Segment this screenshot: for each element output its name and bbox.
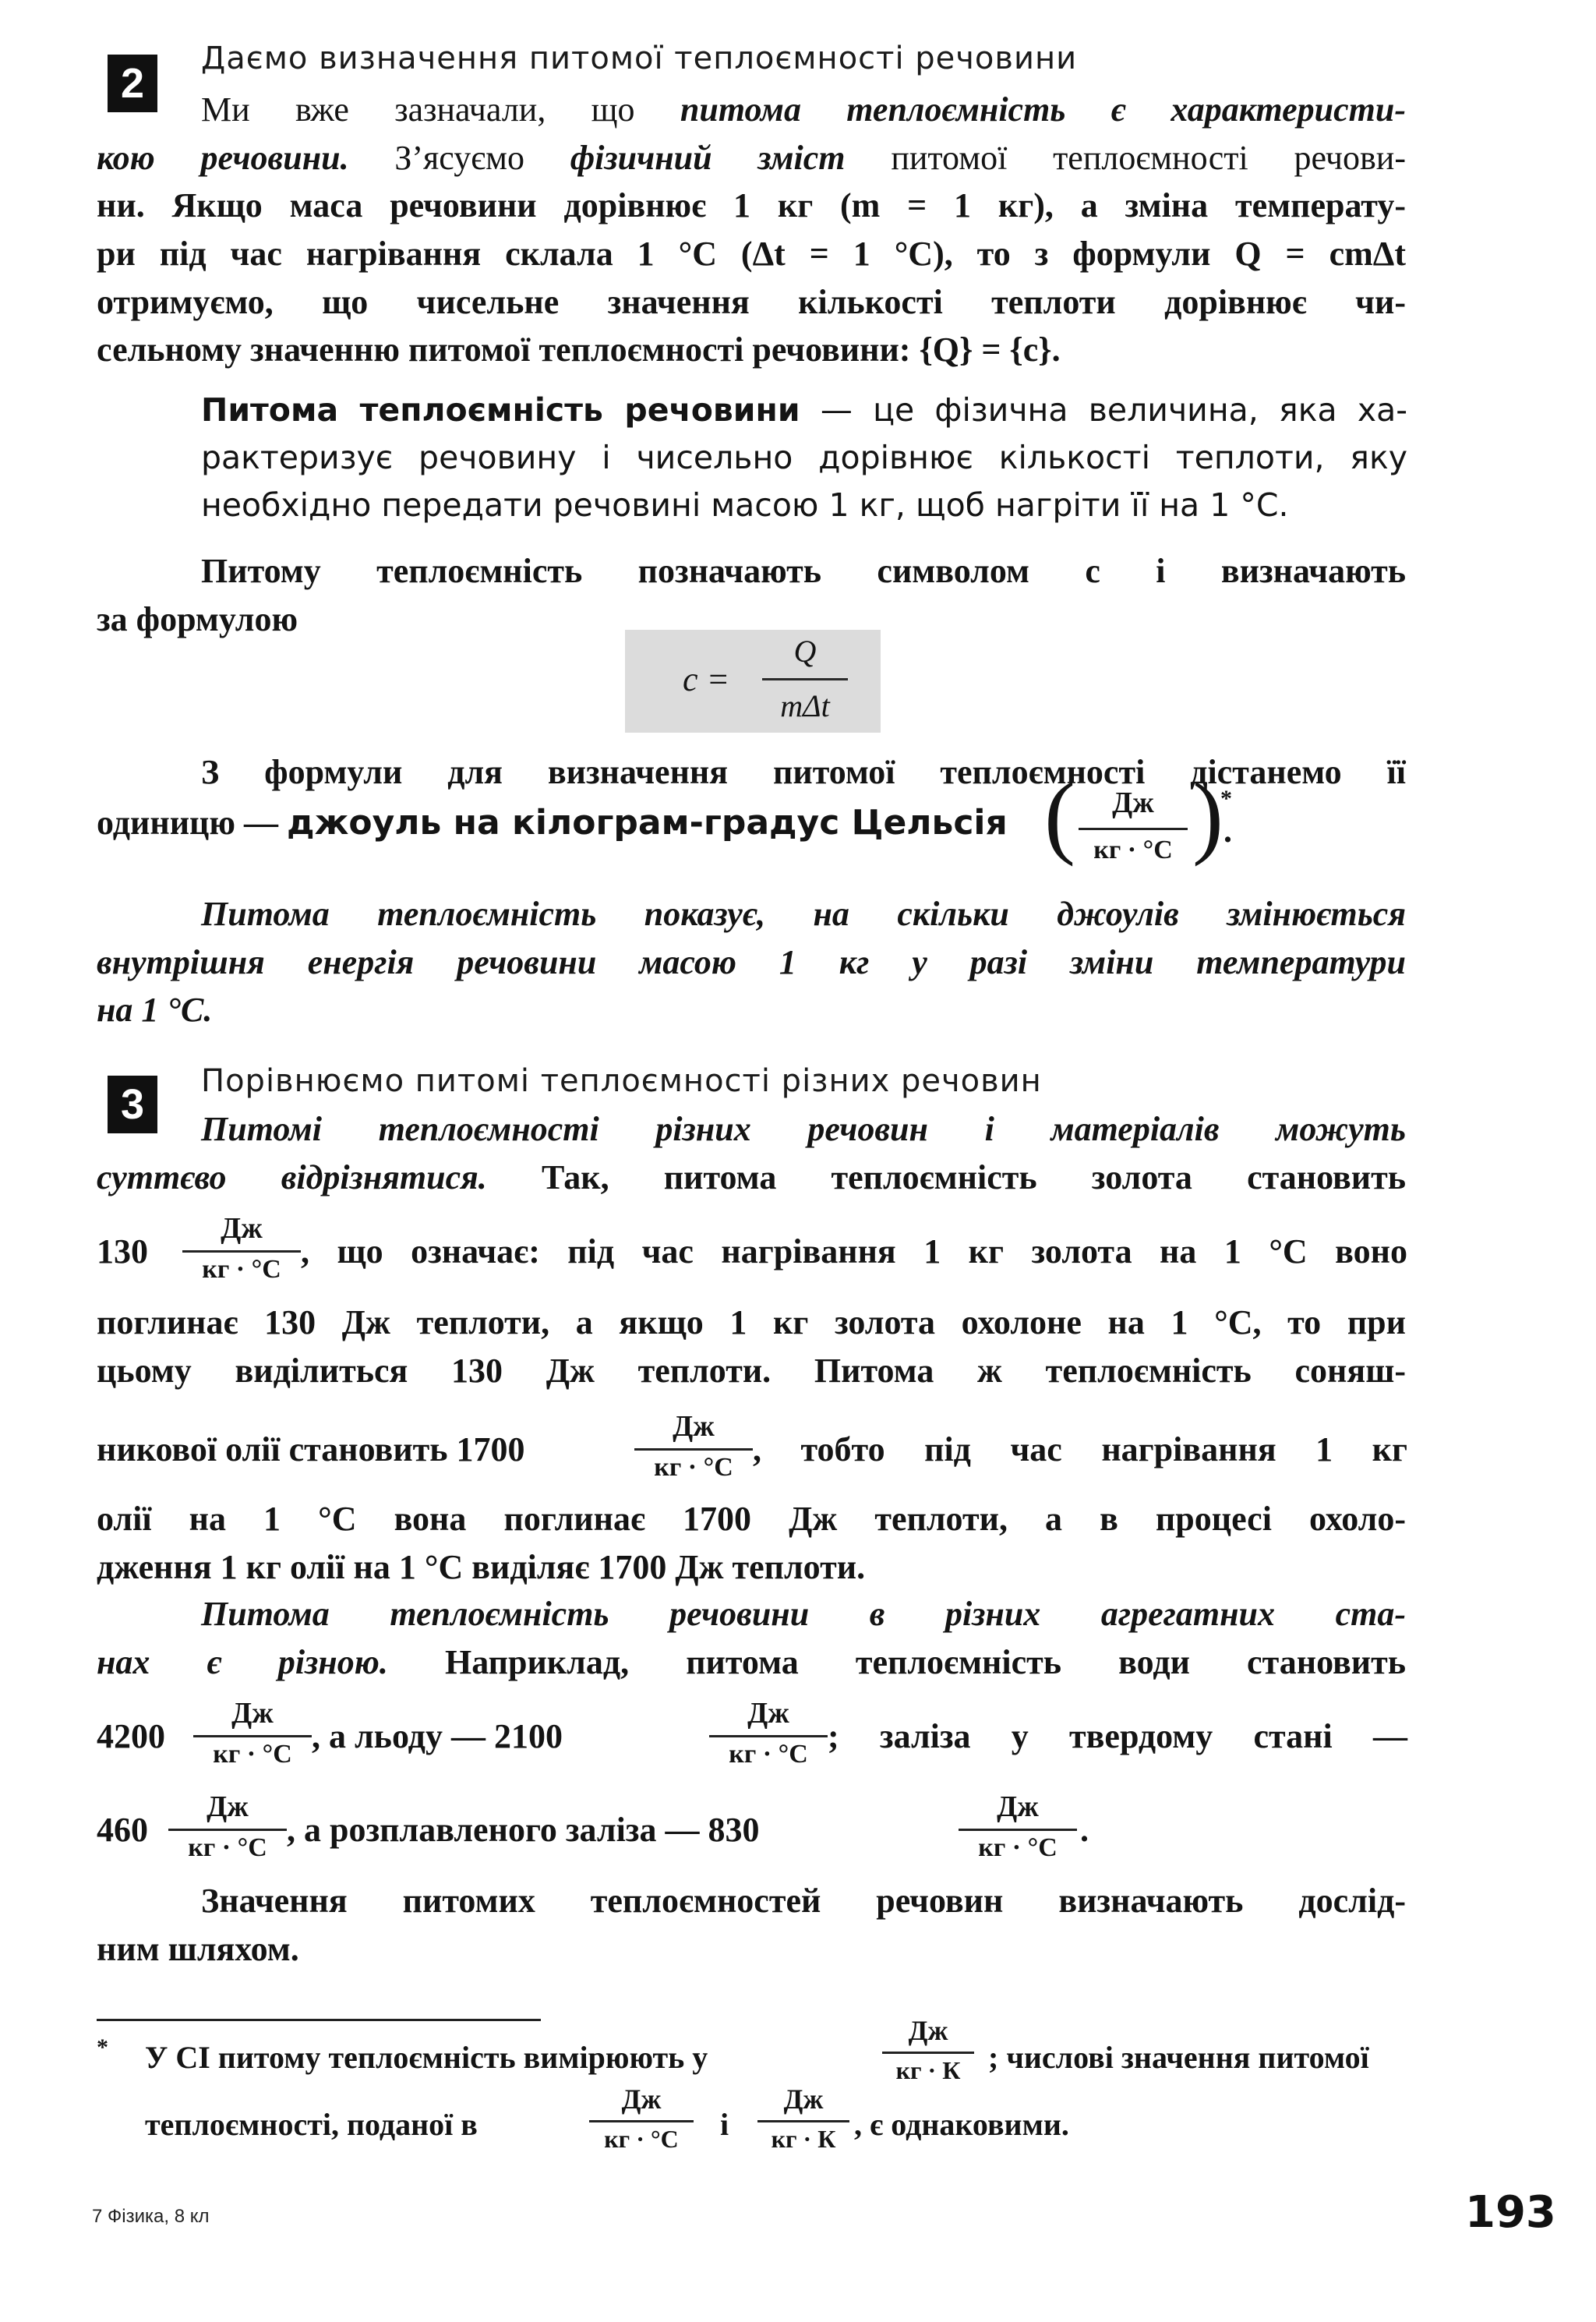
left-paren: ( xyxy=(1044,763,1075,867)
unit-fraction-parenthesized: ( Дж кг · °С ) * . xyxy=(1044,763,1232,867)
right-paren: ) xyxy=(1192,763,1223,867)
book-signature: 7 Фізика, 8 кл xyxy=(92,2206,210,2227)
fraction-bar xyxy=(1079,828,1188,830)
formula-lhs: c = xyxy=(683,660,730,698)
fraction-bar xyxy=(709,1735,828,1737)
section-heading: Даємо визначення питомої теплоємності речовини xyxy=(201,41,1078,76)
footnote-marker: * xyxy=(97,2034,108,2060)
unit-line: одиницю — джоуль на кілограм-градус Цельсія xyxy=(97,803,1008,843)
fraction-bar xyxy=(589,2120,694,2122)
fraction-bar xyxy=(762,678,848,680)
paragraph: Питомі теплоємності різних речовин і матеріалів можуть суттєво відрізнятися. Так, питома теплоємність золота становить xyxy=(97,1110,1406,1196)
footnote-marker: * xyxy=(1220,786,1232,811)
equation-line: 130 Дж кг · °С , що означає: під час нагрівання 1 кг золота на 1 °С воно xyxy=(97,1212,1407,1284)
paragraph: Питома теплоємність показує, на скільки джоулів змінюється внутрішня енергія речовини масою 1 кг у разі зміни температури на 1 °С. xyxy=(97,895,1406,1030)
footnote-line: * У СІ питому теплоємність вимірюють у Дж кг · К ; числові значення питомої xyxy=(97,2015,1369,2084)
formula-denominator: mΔt xyxy=(780,688,830,723)
equation-line: 460 Дж кг · °С , а розплавленого заліза — 830 Дж кг · °С . xyxy=(97,1790,1089,1862)
fraction-bar xyxy=(168,1829,287,1831)
equation-line: 4200 Дж кг · °С , а льоду — 2100 Дж кг · °С ; заліза у твердому стані — xyxy=(97,1697,1407,1769)
fraction-bar xyxy=(193,1735,312,1737)
formula-box xyxy=(625,630,881,733)
fraction-bar xyxy=(959,1829,1077,1831)
formula-numerator: Q xyxy=(793,634,817,669)
paragraph: олії на 1 °С вона поглинає 1700 Дж теплоти, а в процесі охоло- дження 1 кг олії на 1 °С виділяє 1700 Дж теплоти. xyxy=(97,1500,1406,1586)
section-number-badge: 3 xyxy=(108,1076,157,1133)
defined-term: Питома теплоємність речовини xyxy=(201,391,800,429)
fraction-bar xyxy=(882,2052,974,2054)
paragraph: Питома теплоємність речовини в різних агрегатних ста- нах є різною. Наприклад, питома теплоємність води становить xyxy=(97,1595,1406,1681)
equation-line: никової олії становить 1700 Дж кг · °С , тобто під час нагрівання 1 кг xyxy=(97,1410,1407,1482)
fraction-bar xyxy=(634,1448,753,1451)
paragraph: поглинає 130 Дж теплоти, а якщо 1 кг золота охолоне на 1 °С, то при цьому виділиться 130 Дж теплоти. Питома ж теплоємність соняш- xyxy=(97,1303,1406,1390)
fraction-bar xyxy=(182,1250,301,1253)
section-heading: Порівнюємо питомі теплоємності різних речовин xyxy=(201,1063,1042,1099)
unit-name: джоуль на кілограм-градус Цельсія xyxy=(287,803,1008,843)
page-number: 193 xyxy=(1465,2187,1556,2238)
footnote-line: теплоємності, поданої в Дж кг · °С і Дж кг · К , є однаковими. xyxy=(145,2083,1069,2153)
paragraph: Ми вже зазначали, що питома теплоємність є характеристи- кою речовини. З’ясуємо фізичний зміст питомої теплоємності речови- ни. Якщо маса речовини дорівнює 1 кг (m = 1 кг), а зміна температу- ри під час нагрівання склала 1 °С (Δt = 1 °С), то з формули Q = cmΔt отримуємо, що чисельне значення кількості теплоти дорівнює чи- сельному значенню питомої теплоємності речовини: {Q} = {c}. xyxy=(97,90,1407,369)
section-number-badge: 2 xyxy=(108,55,157,112)
paragraph: Питому теплоємність позначають символом c і визначають за формулою xyxy=(97,552,1406,638)
paragraph: Значення питомих теплоємностей речовин визначають дослід- ним шляхом. xyxy=(97,1882,1406,1968)
definition-block: Питома теплоємність речовини — це фізична величина, яка ха- рактеризує речовину і чисельно дорівнює кількості теплоти, яку необхідно передати речовині масою 1 кг, щоб нагріти її на 1 °С. xyxy=(201,391,1407,524)
paragraph: З формули для визначення питомої теплоємності дістанемо її xyxy=(201,753,1406,791)
fraction-bar xyxy=(757,2120,849,2122)
